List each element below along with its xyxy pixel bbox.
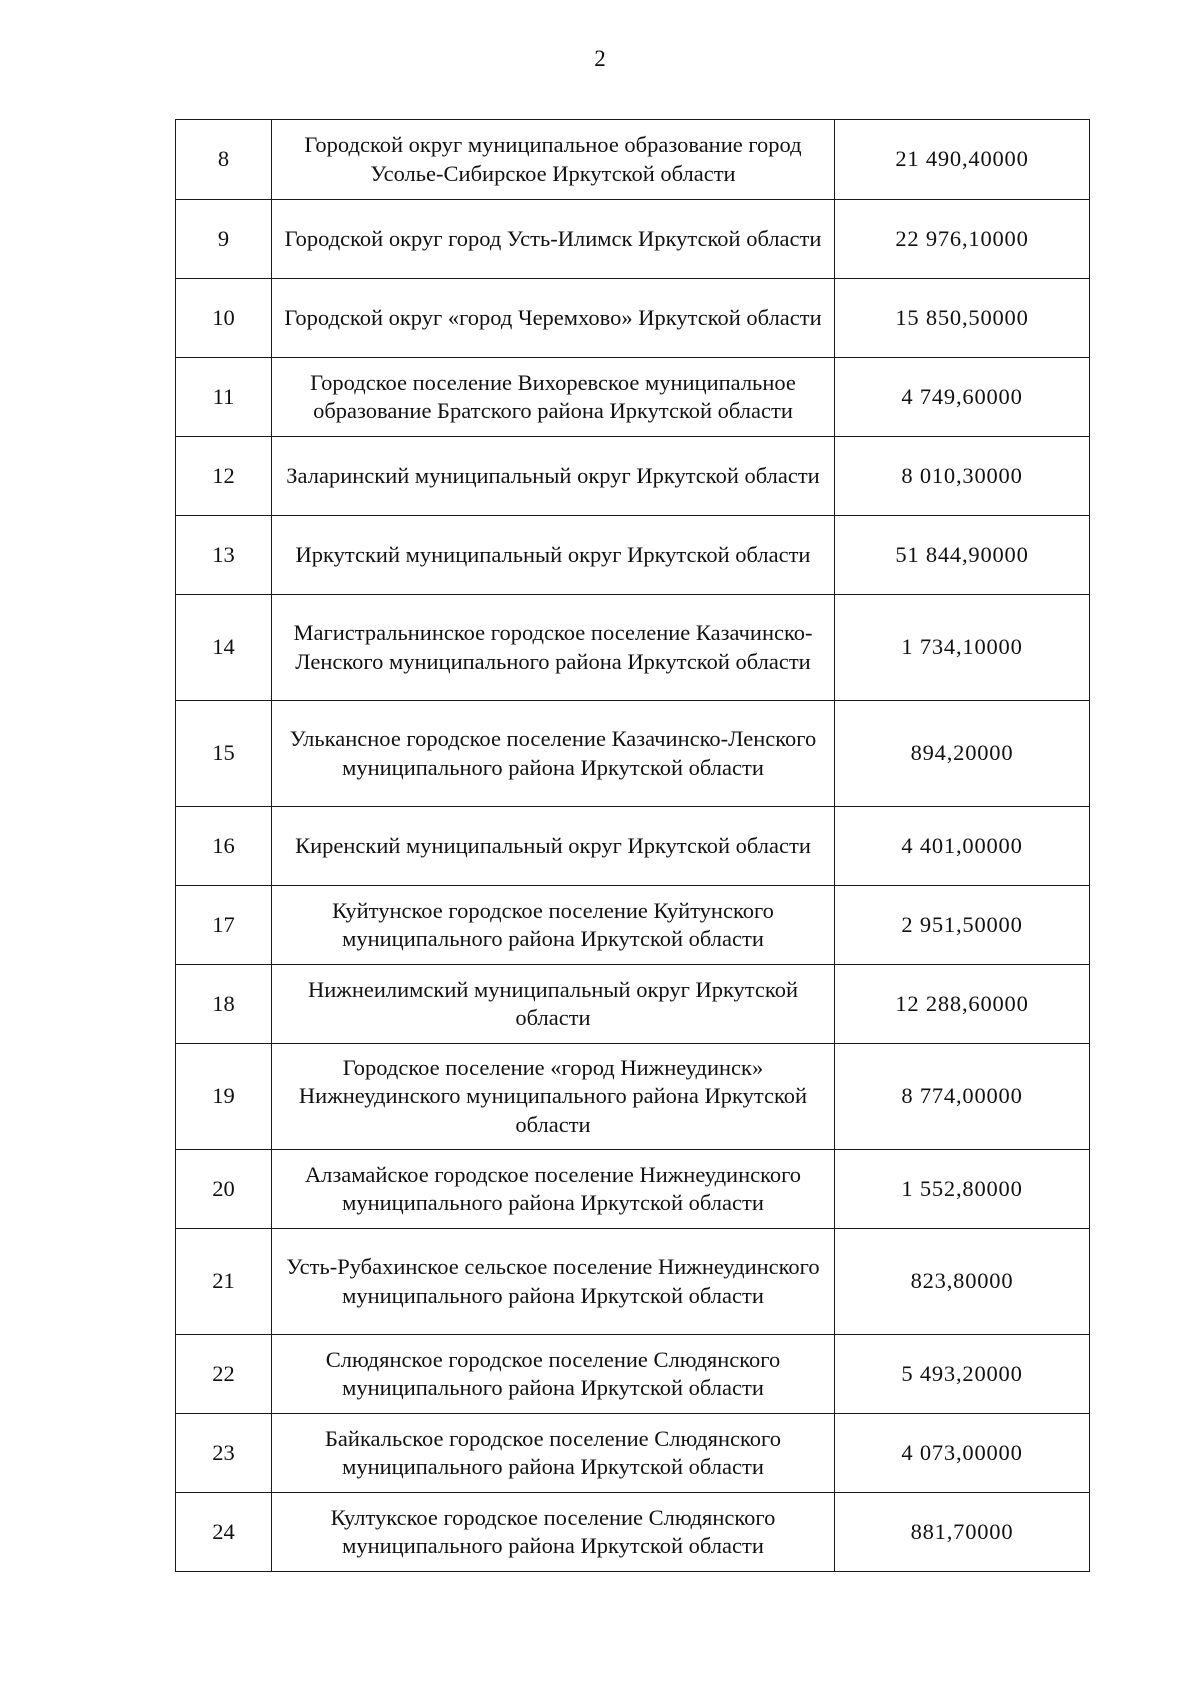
table-row [176,1414,1090,1493]
table-row [176,358,1090,437]
municipality-name: Нижнеилимский муниципальный округ Иркутской области [272,965,835,1044]
row-number: 9 [176,200,272,279]
table-row [176,1229,1090,1335]
municipality-name: Магистральнинское городское поселение Казачинско-Ленского муниципального района Иркутской области [272,595,835,701]
amount-value: 4 749,60000 [835,358,1090,437]
table-row [176,1044,1090,1150]
amount-value: 1 552,80000 [835,1150,1090,1229]
row-number: 19 [176,1044,272,1150]
allocation-table [175,119,1090,1572]
row-number: 10 [176,279,272,358]
row-number: 20 [176,1150,272,1229]
amount-value: 51 844,90000 [835,516,1090,595]
amount-value: 881,70000 [835,1493,1090,1572]
municipality-name: Алзамайское городское поселение Нижнеудинского муниципального района Иркутской области [272,1150,835,1229]
table-row [176,1493,1090,1572]
municipality-name: Слюдянское городское поселение Слюдянского муниципального района Иркутской области [272,1335,835,1414]
table-row [176,437,1090,516]
table-row [176,965,1090,1044]
table-row [176,701,1090,807]
municipality-name: Улькансное городское поселение Казачинско-Ленского муниципального района Иркутской области [272,701,835,807]
municipality-name: Городское поселение Вихоревское муниципальное образование Братского района Иркутской области [272,358,835,437]
municipality-name: Заларинский муниципальный округ Иркутской области [272,437,835,516]
row-number: 13 [176,516,272,595]
municipality-name: Куйтунское городское поселение Куйтунского муниципального района Иркутской области [272,886,835,965]
page-number: 2 [594,46,606,71]
table-row [176,886,1090,965]
table-row [176,1150,1090,1229]
municipality-name: Иркутский муниципальный округ Иркутской области [272,516,835,595]
row-number: 15 [176,701,272,807]
row-number: 24 [176,1493,272,1572]
table-row [176,595,1090,701]
row-number: 22 [176,1335,272,1414]
table-row [176,516,1090,595]
table-row [176,120,1090,200]
amount-value: 4 073,00000 [835,1414,1090,1493]
municipality-name: Байкальское городское поселение Слюдянского муниципального района Иркутской области [272,1414,835,1493]
municipality-name: Городское поселение «город Нижнеудинск» Нижнеудинского муниципального района Иркутской области [272,1044,835,1150]
municipality-name: Городской округ «город Черемхово» Иркутской области [272,279,835,358]
amount-value: 894,20000 [835,701,1090,807]
amount-value: 15 850,50000 [835,279,1090,358]
amount-value: 4 401,00000 [835,807,1090,886]
table-row [176,200,1090,279]
municipality-name: Киренский муниципальный округ Иркутской области [272,807,835,886]
row-number: 8 [176,120,272,200]
amount-value: 2 951,50000 [835,886,1090,965]
row-number: 18 [176,965,272,1044]
municipality-name: Усть-Рубахинское сельское поселение Нижнеудинского муниципального района Иркутской области [272,1229,835,1335]
row-number: 14 [176,595,272,701]
row-number: 21 [176,1229,272,1335]
amount-value: 12 288,60000 [835,965,1090,1044]
table-row [176,279,1090,358]
amount-value: 21 490,40000 [835,120,1090,200]
amount-value: 1 734,10000 [835,595,1090,701]
table-row [176,1335,1090,1414]
amount-value: 823,80000 [835,1229,1090,1335]
row-number: 16 [176,807,272,886]
municipality-name: Городской округ муниципальное образование город Усолье-Сибирское Иркутской области [272,120,835,200]
amount-value: 22 976,10000 [835,200,1090,279]
municipality-name: Городской округ город Усть-Илимск Иркутской области [272,200,835,279]
amount-value: 5 493,20000 [835,1335,1090,1414]
table-row [176,807,1090,886]
row-number: 23 [176,1414,272,1493]
row-number: 17 [176,886,272,965]
row-number: 12 [176,437,272,516]
municipality-name: Култукское городское поселение Слюдянского муниципального района Иркутской области [272,1493,835,1572]
row-number: 11 [176,358,272,437]
amount-value: 8 010,30000 [835,437,1090,516]
amount-value: 8 774,00000 [835,1044,1090,1150]
